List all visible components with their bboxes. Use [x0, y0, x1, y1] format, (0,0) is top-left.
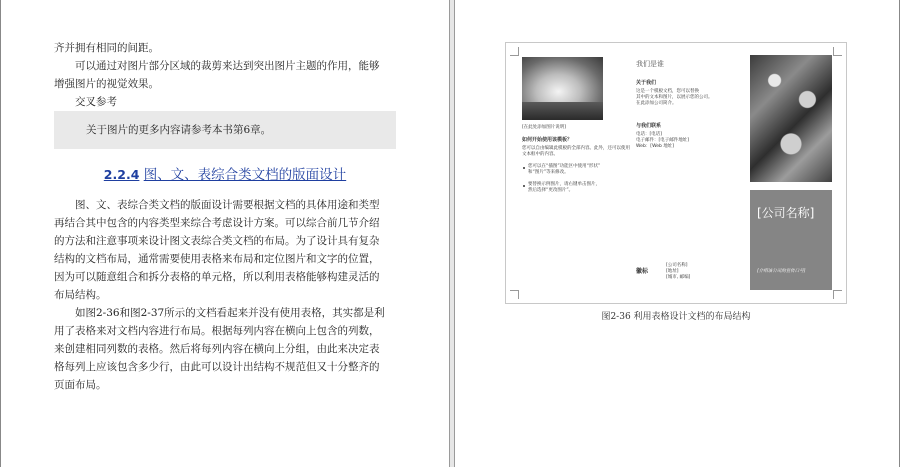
col1-bullet: 您可以在“插图”功能区中使用“形状” [528, 164, 601, 169]
address-line: [地址] [666, 269, 679, 274]
about-text: 其中的文本和图片，以展示您的公司。 [636, 95, 713, 100]
company-name: [公司名称] [757, 206, 815, 220]
company-slogan: [介绍该公司的宣传口号] [757, 269, 806, 274]
bullet-dot [523, 167, 525, 169]
forest-photo [750, 55, 832, 182]
bullet-dot [523, 185, 525, 187]
body-line: 页面布局。 [54, 379, 107, 391]
body-line: 如图2-36和图2-37所示的文档看起来并没有使用表格，其实都是利 [75, 307, 385, 319]
cross-reference-label: 交叉参考 [75, 96, 117, 108]
body-line: 格每列上应该包含多少行，由此可以设计出结构不规范但又十分整齐的 [54, 361, 380, 373]
crop-mark [510, 47, 519, 56]
body-line: 齐并拥有相同的间距。 [54, 42, 159, 54]
col1-text: 您可以自由编辑此模板的全部内容。此外，还可以使用 [522, 146, 630, 151]
col1-bullet: 然后选择“更改图片”。 [528, 188, 574, 193]
body-line: 的方法和注意事项来设计图文表综合类文档的布局。为了设计具有复杂 [54, 235, 380, 247]
contact-heading: 与我们联系 [636, 123, 662, 129]
body-line: 图、文、表综合类文档的版面设计需要根据文档的具体用途和类型 [75, 199, 380, 211]
sky-photo [522, 57, 603, 120]
figure-caption: 图2-36 利用表格设计文档的布局结构 [601, 312, 751, 322]
page-edge-left [0, 0, 1, 467]
company-panel [750, 190, 832, 290]
contact-line: Web：[Web 地址] [636, 144, 675, 149]
body-line: 增强图片的视觉效果。 [54, 78, 159, 90]
logo-placeholder: 徽标 [636, 268, 649, 275]
section-heading[interactable] [54, 163, 396, 183]
section-number[interactable]: 2.2.4 [103, 167, 140, 182]
left-page [0, 0, 449, 467]
contact-line: 电子邮件：[电子邮件地址] [636, 138, 690, 143]
body-line: 来创建相同列数的表格。然后将每列内容在横向上分组，由此来决定表 [54, 343, 380, 355]
col1-text: 文本框中的内容。 [522, 152, 558, 157]
figure-brochure [505, 42, 847, 304]
address-line: [城市, 邮编] [666, 275, 691, 280]
body-line: 因为可以随意组合和拆分表格的单元格，所以利用表格能够构建灵活的 [54, 271, 380, 283]
contact-line: 电话：[电话] [636, 132, 663, 137]
body-line: 布局结构。 [54, 289, 107, 301]
crop-mark [833, 47, 842, 56]
section-title[interactable]: 图、文、表综合类文档的版面设计 [143, 167, 347, 183]
crop-mark [833, 290, 842, 299]
about-text: 在此添加公司简介。 [636, 101, 677, 106]
body-line: 结构的文档布局，通常需要使用表格来布局和定位图片和文字的位置， [54, 253, 380, 265]
about-heading: 关于我们 [636, 80, 657, 86]
photo-caption: [在此处添加图片说明] [522, 125, 567, 130]
note-text: 关于图片的更多内容请参考本书第6章。 [86, 124, 272, 136]
body-line: 用了表格来对文档内容进行布局。根据每列内容在横向上包含的列数， [54, 325, 380, 337]
crop-mark [510, 290, 519, 299]
body-line: 再结合其中包含的内容类型来综合考虑设计方案。可以综合前几节介绍 [54, 217, 380, 229]
about-text: 这是一个模板文档，您可以替换 [636, 89, 699, 94]
col2-section-title: 我们是谁 [636, 60, 664, 68]
col1-bullet: 和“图片”等来修改。 [528, 170, 569, 175]
col1-heading: 如何开始使用该模板？ [522, 137, 573, 143]
body-line: 可以通过对图片部分区域的裁剪来达到突出图片主题的作用，能够 [75, 60, 380, 72]
address-line: [公司名称] [666, 263, 688, 268]
col1-bullet: 要替换示例图片，请右键单击图片， [528, 182, 600, 187]
cross-reference-note [54, 111, 396, 149]
